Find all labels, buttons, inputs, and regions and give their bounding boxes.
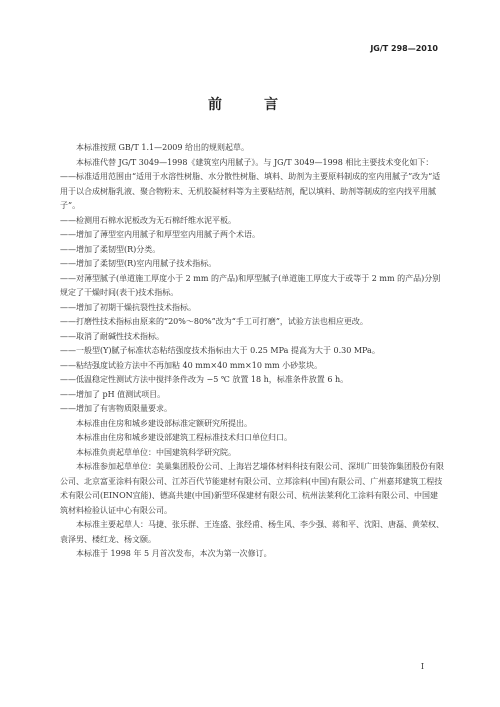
change-item: ——增加了 pH 值测试项目。 (60, 389, 166, 399)
change-item: ——标准适用范围由“适用于水溶性树脂、水分散性树脂、填料、助剂为主要原料制成的室内用腻子”改为“适用于以合成树脂乳液、聚合物粉末、无机胶凝材料等为主要粘结剂，配以填料、助剂等制成的室内找平用腻子”。 (60, 172, 441, 210)
change-item: ——打磨性技术指标由原来的“20%～80%”改为“手工可打磨”，试验方法也相应更改。 (60, 317, 368, 326)
admin-paragraph: 本标准主要起草人：马捷、张乐群、王连盛、张经甫、杨生风、李少强、蒋和平、沈阳、唐磊、黄荣权、袁泽男、楼红龙、杨文颐。 (60, 520, 444, 544)
change-item: ——取消了耐碱性技术指标。 (60, 331, 164, 341)
change-item: ——增加了柔韧型(R)分类。 (60, 244, 161, 254)
page-title: 前 言 (208, 97, 292, 113)
change-item: ——低温稳定性测试方法中搅拌条件改为 −5 ℃ 放置 18 h，标准条件放置 6 h。 (60, 375, 349, 384)
admin-paragraph: 本标准参加起草单位：美巢集团股份公司、上海岩艺墙体材料科技有限公司、深圳广田装饰集团股份有限公司、北京富亚涂料有限公司、江苏百代节能建材有限公司、立邦涂料(中国)有限公司、广州嘉邦建筑工程技术有限公司(EINON宜能)、德高共建(中国)新型环保建材有限公司、杭州法莱利化工涂料有限公司、中国建筑材料检验认证中心有限公司。 (60, 462, 444, 515)
change-item: ——增加了有害物质限量要求。 (60, 404, 172, 413)
admin-paragraph: 本标准由住房和城乡建设部建筑工程标准技术归口单位归口。 (76, 433, 292, 442)
foreword-body (60, 141, 445, 562)
change-item: ——对薄型腻子(单道施工厚度小于 2 mm 的产品)和厚型腻子(单道施工厚度大于或等于 2 mm 的产品)分别规定了干燥时间(表干)技术指标。 (60, 273, 441, 297)
change-item: ——一般型(Y)腻子标准状态粘结强度技术指标由大于 0.25 MPa 提高为大于 0.30 MPa。 (60, 346, 380, 355)
admin-paragraph: 本标准于 1998 年 5 月首次发布，本次为第一次修订。 (76, 549, 272, 558)
admin-paragraph: 本标准负责起草单位：中国建筑科学研究院。 (76, 447, 236, 457)
change-item: ——检测用石棉水泥板改为无石棉纤维水泥平板。 (60, 215, 236, 225)
change-item: ——增加了柔韧型(R)室内用腻子技术指标。 (60, 259, 217, 268)
change-item: ——增加了薄型室内用腻子和厚型室内用腻子两个术语。 (60, 230, 260, 239)
change-item: ——增加了初期干燥抗裂性技术指标。 (60, 302, 196, 312)
admin-paragraph: 本标准由住房和城乡建设部标准定额研究所提出。 (76, 418, 252, 428)
intro-paragraph: 本标准代替 JG/T 3049—1998《建筑室内用腻子》。与 JG/T 3049—1998 相比主要技术变化如下： (76, 157, 434, 167)
page-number: I (420, 662, 424, 671)
intro-paragraph: 本标准按照 GB/T 1.1—2009 给出的规则起草。 (76, 143, 250, 152)
change-item: ——粘结强度试验方法中不再加粘 40 mm×40 mm×10 mm 小砂浆块。 (60, 360, 323, 370)
standard-code: JG/T 298—2010 (370, 44, 438, 53)
